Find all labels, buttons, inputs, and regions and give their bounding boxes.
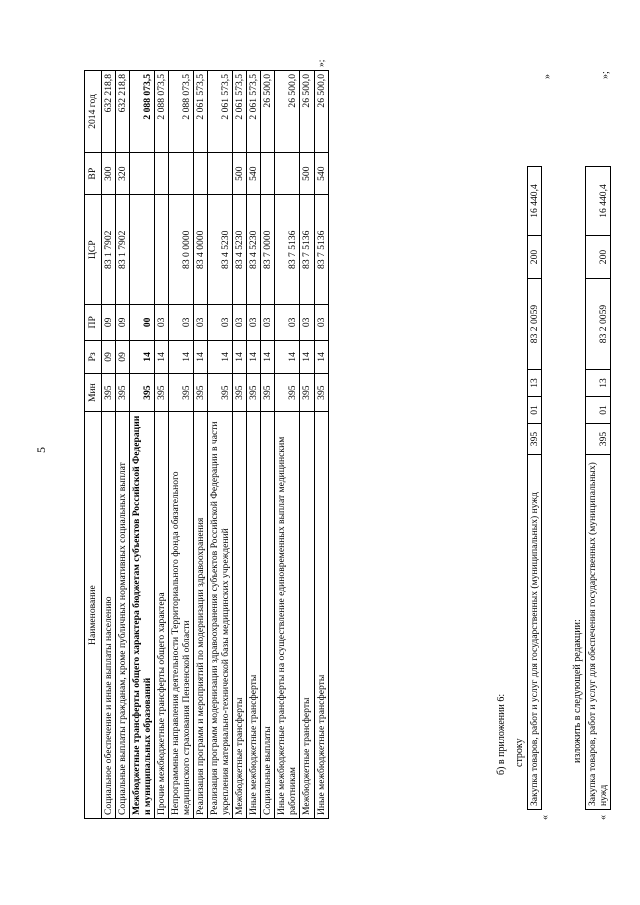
table-row — [155, 71, 169, 819]
header-min: Мин — [85, 374, 102, 412]
row2-csr: 83 2 0059 — [586, 279, 611, 370]
row-min: 395 — [233, 374, 247, 412]
row-csr: 83 4 0000 — [194, 195, 208, 304]
row-name: Межбюджетные трансферты — [233, 412, 247, 819]
row-name: Иные межбюджетные трансферты на осуществление единовременных выплат медицинским работникам — [275, 412, 300, 819]
row-value: 2 088 073,5 — [155, 71, 169, 153]
row-vr — [275, 152, 300, 195]
row1-pr: 13 — [528, 370, 542, 397]
table-row — [528, 167, 542, 810]
row-csr: 83 7 5136 — [300, 195, 314, 304]
row-vr: 500 — [233, 152, 247, 195]
row2-rz: 01 — [586, 397, 611, 424]
header-csr: ЦСР — [85, 195, 102, 304]
row-name: Иные межбюджетные трансферты — [314, 412, 328, 819]
row-value: 632 218,8 — [102, 71, 116, 153]
row-pr: 03 — [208, 304, 233, 340]
row-value: 26 500,0 — [314, 71, 328, 153]
row1-close-quote: » — [542, 74, 553, 79]
row-min: 395 — [194, 374, 208, 412]
row1-open-quote: « — [540, 815, 551, 820]
row-rz: 14 — [247, 340, 261, 373]
instruction-b: б) в приложении 6: — [496, 693, 507, 775]
row-name: Прочие межбюджетные трансферты общего характера — [155, 412, 169, 819]
row-csr — [155, 195, 169, 304]
row-csr: 83 4 5230 — [208, 195, 233, 304]
row1-rz: 01 — [528, 397, 542, 424]
table-row — [130, 71, 155, 819]
row-rz: 14 — [169, 340, 194, 373]
row-vr — [169, 152, 194, 195]
row-pr: 09 — [102, 304, 116, 340]
row-vr: 300 — [102, 152, 116, 195]
row2-name: Закупка товаров, работ и услуг для обеспечения государственных (муниципальных) нужд — [586, 455, 611, 810]
word-stroku: строку — [514, 738, 525, 767]
row1-csr: 83 2 0059 — [528, 279, 542, 370]
row-vr — [194, 152, 208, 195]
row-csr: 83 4 5230 — [233, 195, 247, 304]
row-vr: 500 — [300, 152, 314, 195]
row-pr: 03 — [194, 304, 208, 340]
row-name: Реализация программ и мероприятий по модернизации здравоохранения — [194, 412, 208, 819]
header-rz: Рз — [85, 340, 102, 373]
table-header-row — [85, 71, 102, 819]
row-min: 395 — [275, 374, 300, 412]
row-rz: 09 — [116, 340, 130, 373]
row-rz: 14 — [208, 340, 233, 373]
row-name: Иные межбюджетные трансферты — [247, 412, 261, 819]
row-name: Социальное обеспечение и иные выплаты населению — [102, 412, 116, 819]
row-value: 2 088 073,5 — [130, 71, 155, 153]
table-row — [233, 71, 247, 819]
row-csr: 83 1 7902 — [116, 195, 130, 304]
budget-table — [84, 70, 329, 819]
table-row — [194, 71, 208, 819]
edit-instruction: изложить в следующей редакции: — [572, 619, 583, 763]
row-csr: 83 7 5136 — [314, 195, 328, 304]
row-min: 395 — [261, 374, 275, 412]
table-row — [116, 71, 130, 819]
row-vr: 540 — [247, 152, 261, 195]
table-row — [586, 167, 611, 810]
row-min: 395 — [155, 374, 169, 412]
row-rz: 14 — [130, 340, 155, 373]
row-csr: 83 1 7902 — [102, 195, 116, 304]
row-rz: 14 — [300, 340, 314, 373]
header-vr: ВР — [85, 152, 102, 195]
row-name: Межбюджетные трансферты общего характера бюджетам субъектов Российской Федерации и муниципальных образований — [130, 412, 155, 819]
row1-name: Закупка товаров, работ и услуг для государственных (муниципальных) нужд — [528, 455, 542, 810]
table-row — [102, 71, 116, 819]
header-pr: ПР — [85, 304, 102, 340]
table-row — [314, 71, 328, 819]
row-csr — [130, 195, 155, 304]
row-value: 2 061 573,5 — [208, 71, 233, 153]
row-value: 2 061 573,5 — [233, 71, 247, 153]
row-min: 395 — [102, 374, 116, 412]
row1-min: 395 — [528, 424, 542, 455]
row-vr — [208, 152, 233, 195]
row-pr: 03 — [247, 304, 261, 340]
row1-vr: 200 — [528, 236, 542, 279]
table-row — [247, 71, 261, 819]
row-value: 2 088 073,5 — [169, 71, 194, 153]
row2-table — [585, 166, 611, 810]
row1-table — [527, 166, 542, 810]
row-min: 395 — [116, 374, 130, 412]
row-vr — [155, 152, 169, 195]
row-pr: 03 — [233, 304, 247, 340]
row-csr: 83 4 5230 — [247, 195, 261, 304]
row1-value: 16 440,4 — [528, 167, 542, 236]
row-pr: 03 — [261, 304, 275, 340]
row-rz: 14 — [314, 340, 328, 373]
row-value: 26 500,0 — [261, 71, 275, 153]
row2-open-quote: « — [598, 815, 609, 820]
row-name: Реализация программ модернизации здравоохранения субъектов Российской Федерации в части укрепления материально-технической базы медицинских учреждений — [208, 412, 233, 819]
table-row — [275, 71, 300, 819]
row-vr: 540 — [314, 152, 328, 195]
row-pr: 03 — [155, 304, 169, 340]
row-value: 632 218,8 — [116, 71, 130, 153]
page-number: 5 — [34, 447, 48, 453]
table-row — [300, 71, 314, 819]
row-name: Социальные выплаты гражданам, кроме публичных нормативных социальных выплат — [116, 412, 130, 819]
row-min: 395 — [314, 374, 328, 412]
row-rz: 14 — [233, 340, 247, 373]
header-name: Наименование — [85, 412, 102, 819]
table-row — [208, 71, 233, 819]
row-value: 2 061 573,5 — [247, 71, 261, 153]
row2-vr: 200 — [586, 236, 611, 279]
header-year: 2014 год — [85, 71, 102, 153]
row-rz: 14 — [261, 340, 275, 373]
table-row — [261, 71, 275, 819]
row-vr — [261, 152, 275, 195]
row-name: Непрограммные направления деятельности Территориального фонда обязательного медицинского страхования Пензенской области — [169, 412, 194, 819]
row-csr: 83 0 0000 — [169, 195, 194, 304]
table-row — [169, 71, 194, 819]
row2-min: 395 — [586, 424, 611, 455]
row-pr: 03 — [275, 304, 300, 340]
row-rz: 14 — [194, 340, 208, 373]
row-min: 395 — [130, 374, 155, 412]
row-csr: 83 7 5136 — [275, 195, 300, 304]
row-min: 395 — [300, 374, 314, 412]
row2-close-quote: »; — [600, 71, 611, 79]
row-rz: 14 — [275, 340, 300, 373]
row-vr: 320 — [116, 152, 130, 195]
row2-value: 16 440,4 — [586, 167, 611, 236]
row-name: Межбюджетные трансферты — [300, 412, 314, 819]
row-pr: 03 — [314, 304, 328, 340]
row-pr: 09 — [116, 304, 130, 340]
row-min: 395 — [247, 374, 261, 412]
row-rz: 14 — [155, 340, 169, 373]
row-rz: 09 — [102, 340, 116, 373]
row2-pr: 13 — [586, 370, 611, 397]
row-min: 395 — [208, 374, 233, 412]
row-pr: 03 — [169, 304, 194, 340]
row-name: Социальные выплаты — [261, 412, 275, 819]
row-value: 2 061 573,5 — [194, 71, 208, 153]
row-min: 395 — [169, 374, 194, 412]
table-closing-quote: »; — [316, 59, 327, 67]
row-value: 26 500,0 — [300, 71, 314, 153]
row-csr: 83 7 0000 — [261, 195, 275, 304]
row-pr: 00 — [130, 304, 155, 340]
row-pr: 03 — [300, 304, 314, 340]
row-value: 26 500,0 — [275, 71, 300, 153]
row-vr — [130, 152, 155, 195]
